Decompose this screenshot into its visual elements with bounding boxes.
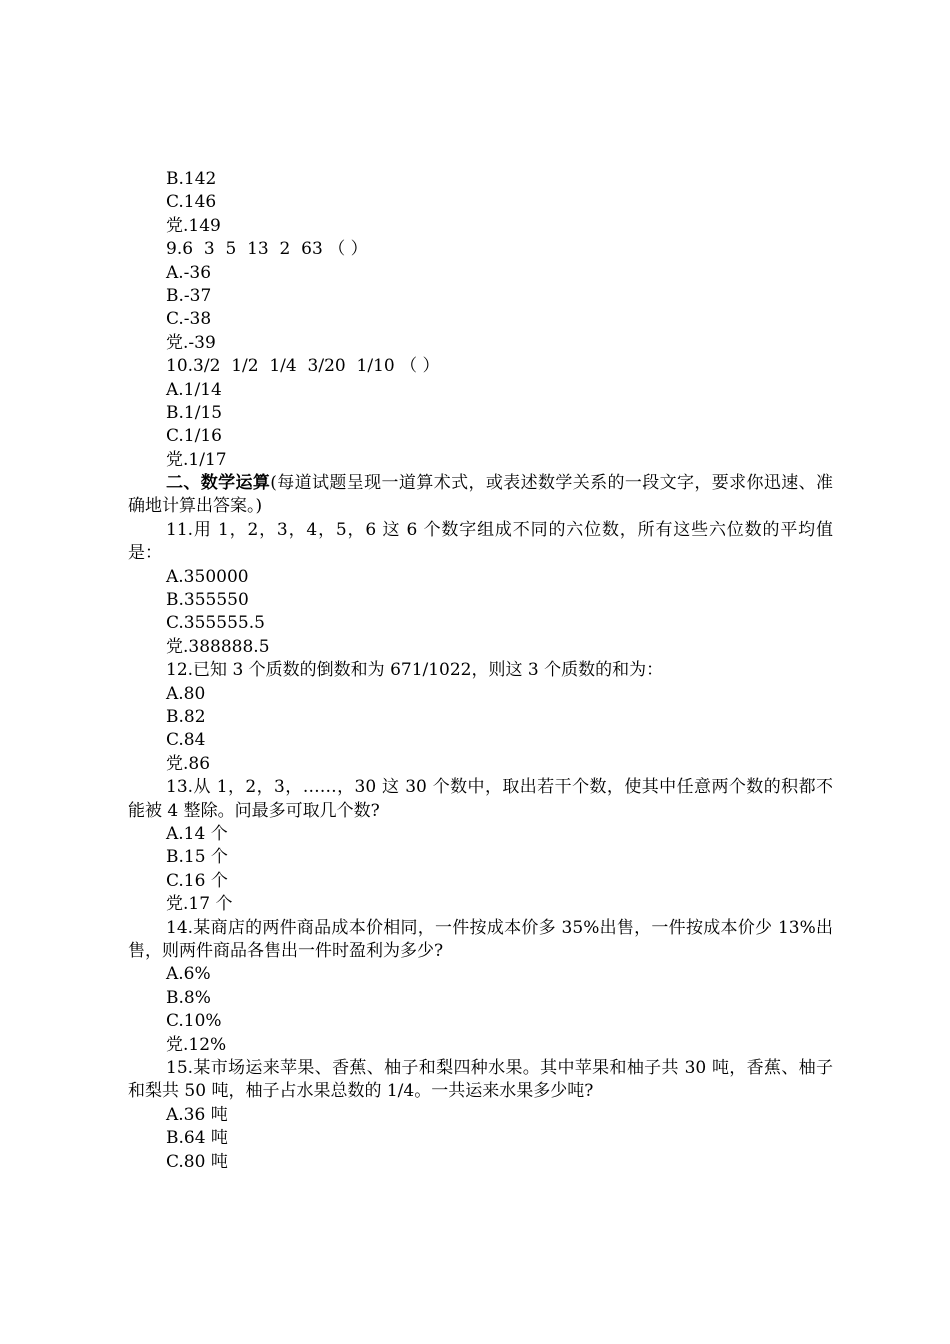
option-d: 党.1/17 [166,449,227,470]
option-a: A.-36 [166,262,212,283]
section-2-intro [128,472,833,519]
option-c: C.84 [166,730,206,751]
question-stem: 12.已知 3 个质数的倒数和为 671/1022，则这 3 个质数的和为： [166,660,664,681]
section-description: (每道试题呈现一道算术式，或表述数学关系的一段文字，要求你迅速、准确地计算出答案。) [128,473,834,517]
option-d: 党.12% [166,1034,227,1055]
option-c: C.80 吨 [166,1151,228,1172]
option-b: B.1/15 [166,402,223,423]
option-a: A.6% [166,964,211,985]
question-stem: 10.3/2 1/2 1/4 3/20 1/10 （ ） [166,356,440,377]
option-b: B.-37 [166,285,212,306]
option-b: B.15 个 [166,847,228,868]
option-a: A.350000 [166,566,249,587]
option-c: C.16 个 [166,870,228,891]
question-stem: 13.从 1，2，3，……，30 这 30 个数中，取出若干个数，使其中任意两个数的积都不能被 4 整除。问最多可取几个数? [128,777,833,821]
option-c: C.146 [166,192,217,213]
option-b: B.355550 [166,590,249,611]
option-b: B.8% [166,987,211,1008]
option-d: 党.-39 [166,332,216,353]
option-c: C.-38 [166,309,212,330]
question-14 [128,917,833,1057]
option-a: A.80 [166,683,206,704]
option-b: B.82 [166,707,206,728]
option-a: A.14 个 [166,824,228,845]
section-heading: 二、数学运算 [166,473,271,494]
question-9 [128,238,833,355]
option-b: B.142 [166,169,217,189]
question-12 [128,659,833,776]
option-c: C.10% [166,1011,222,1032]
question-stem: 9.6 3 5 13 2 63 （ ） [166,239,368,260]
option-d: 党.149 [166,215,221,236]
question-stem: 11.用 1，2，3，4，5，6 这 6 个数字组成不同的六位数，所有这些六位数的平均值是： [128,519,833,564]
question-stem: 14.某商店的两件商品成本价相同，一件按成本价多 35%出售，一件按成本价少 13%出售，则两件商品各售出一件时盈利为多少? [128,917,833,961]
option-c: C.1/16 [166,426,222,447]
option-a: A.36 吨 [166,1104,228,1125]
question-stem: 15.某市场运来苹果、香蕉、柚子和梨四种水果。其中苹果和柚子共 30 吨，香蕉、柚子和梨共 50 吨，柚子占水果总数的 1/4。一共运来水果多少吨? [128,1057,833,1102]
question-15 [128,1057,833,1174]
question-11 [128,519,833,659]
question-10 [128,355,833,472]
question-13 [128,776,833,916]
option-d: 党.86 [166,753,211,774]
question-8-options [128,168,833,238]
option-a: A.1/14 [166,379,222,400]
document-page [128,168,833,1174]
option-b: B.64 吨 [166,1128,228,1149]
option-d: 党.17 个 [166,894,233,915]
option-c: C.355555.5 [166,613,265,634]
option-d: 党.388888.5 [166,636,270,657]
